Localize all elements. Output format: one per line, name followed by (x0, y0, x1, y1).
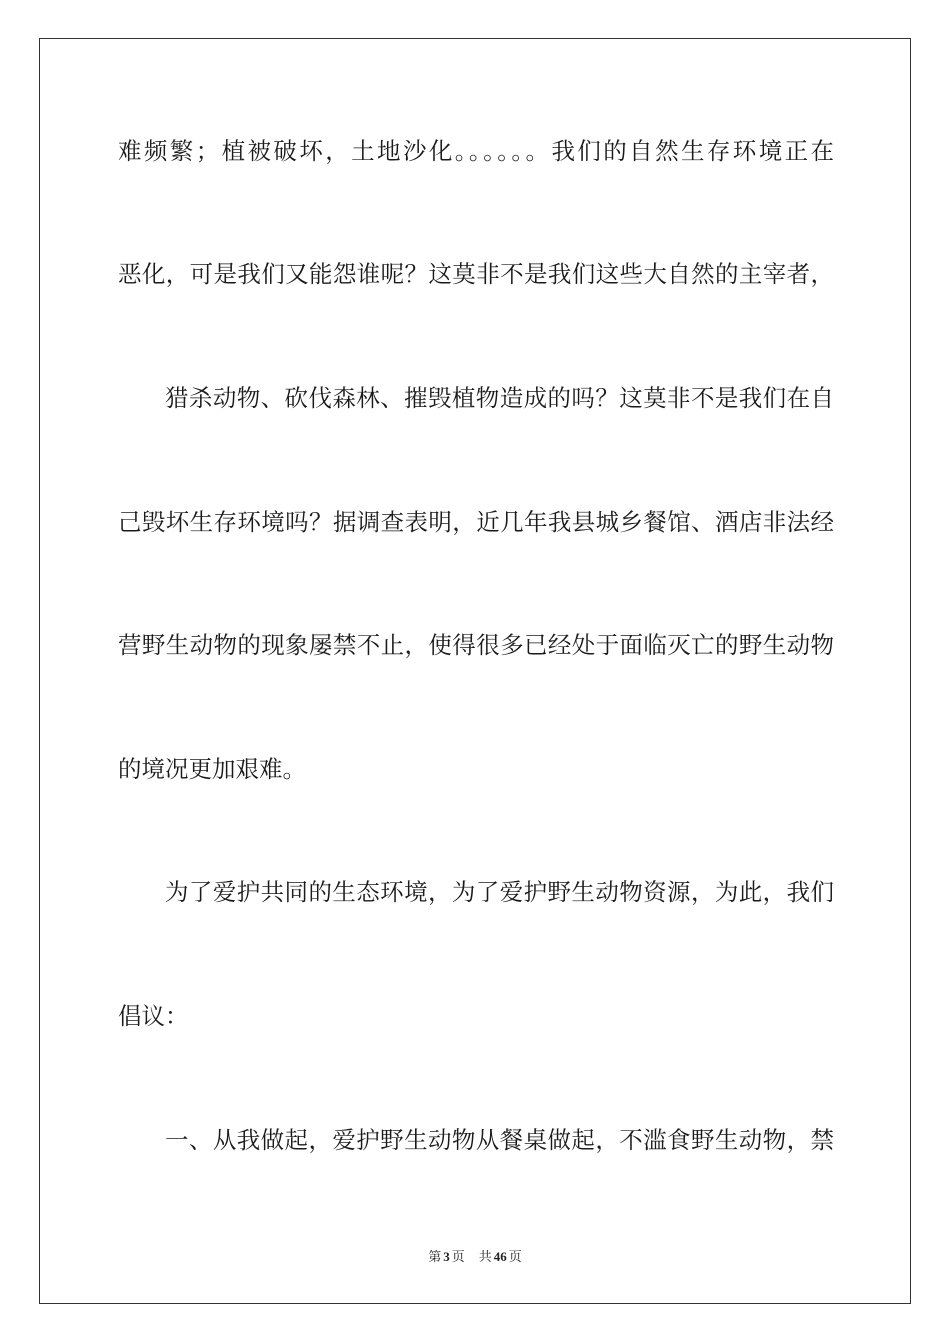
total-prefix: 共 (478, 1249, 492, 1264)
text-line-9: 一、从我做起，爱护野生动物从餐桌做起，不滥食野生动物，禁 (165, 1126, 834, 1154)
page-border (39, 38, 911, 1304)
page-footer (0, 1248, 950, 1266)
text-line-8: 倡议： (118, 1002, 189, 1030)
text-line-3: 猎杀动物、砍伐森林、摧毁植物造成的吗？这莫非不是我们在自 (165, 384, 834, 412)
page-unit: 页 (451, 1249, 465, 1264)
page-prefix: 第 (428, 1249, 442, 1264)
text-line-5: 营野生动物的现象屡禁不止，使得很多已经处于面临灭亡的野生动物 (118, 631, 834, 659)
text-line-4: 己毁坏生存环境吗？据调查表明，近几年我县城乡餐馆、酒店非法经 (118, 508, 834, 536)
total-pages: 46 (493, 1249, 507, 1264)
page-number: 3 (443, 1249, 450, 1264)
text-line-2: 恶化，可是我们又能怨谁呢？这莫非不是我们这些大自然的主宰者， (118, 260, 834, 288)
text-line-1: 难频繁；植被破坏，土地沙化。。。。。。我们的自然生存环境正在 (118, 137, 834, 165)
total-unit: 页 (508, 1249, 522, 1264)
text-line-7: 为了爱护共同的生态环境，为了爱护野生动物资源，为此，我们 (165, 878, 834, 906)
text-line-6: 的境况更加艰难。 (118, 755, 306, 783)
